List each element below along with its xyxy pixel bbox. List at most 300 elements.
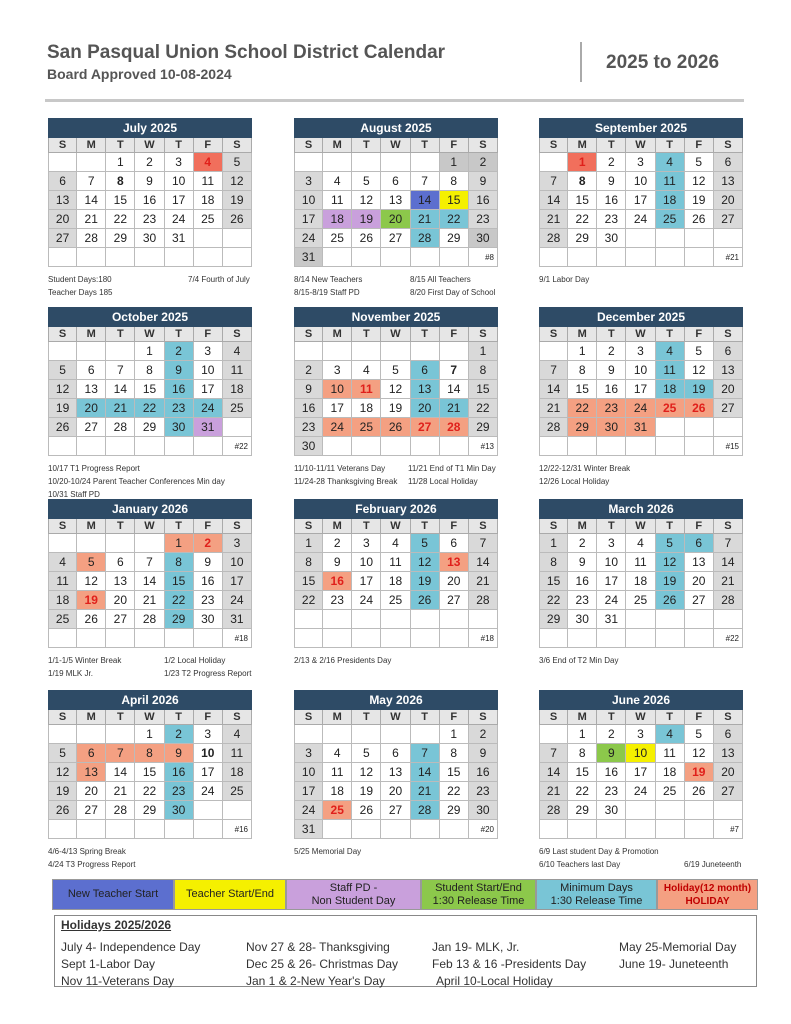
empty-cell xyxy=(165,248,194,267)
day-cell: 9 xyxy=(469,744,498,763)
day-cell: 19 xyxy=(77,591,106,610)
day-cell: 23 xyxy=(194,591,223,610)
empty-cell xyxy=(411,820,440,839)
day-cell: 23 xyxy=(135,210,164,229)
day-cell: 20 xyxy=(685,572,714,591)
weekday-header: F xyxy=(685,327,714,342)
day-cell: 7 xyxy=(440,361,469,380)
day-cell: 9 xyxy=(597,361,626,380)
empty-cell xyxy=(539,153,568,172)
empty-cell xyxy=(165,437,194,456)
holiday-item: July 4- Independence Day xyxy=(61,940,201,954)
day-cell: 15 xyxy=(568,380,597,399)
day-cell: 13 xyxy=(77,380,106,399)
day-cell: 23 xyxy=(597,210,626,229)
empty-cell xyxy=(323,437,352,456)
day-cell: 11 xyxy=(626,553,655,572)
day-cell: 25 xyxy=(223,399,252,418)
empty-cell xyxy=(656,629,685,648)
empty-cell xyxy=(411,248,440,267)
day-cell: 31 xyxy=(294,820,323,839)
day-cell: 5 xyxy=(381,361,410,380)
day-cell: 6 xyxy=(440,534,469,553)
weekday-header: S xyxy=(469,327,498,342)
day-cell: 18 xyxy=(223,380,252,399)
day-cell: 23 xyxy=(568,591,597,610)
day-cell: 4 xyxy=(323,172,352,191)
day-cell: 23 xyxy=(469,782,498,801)
weekday-header: F xyxy=(440,138,469,153)
empty-cell xyxy=(656,820,685,839)
day-cell: 29 xyxy=(135,418,164,437)
weekday-header: T xyxy=(411,327,440,342)
day-cell: 15 xyxy=(568,191,597,210)
day-cell: 4 xyxy=(223,342,252,361)
empty-cell xyxy=(294,629,323,648)
day-cell: 16 xyxy=(597,191,626,210)
day-cell: 16 xyxy=(323,572,352,591)
day-cell: 27 xyxy=(685,591,714,610)
day-cell: 5 xyxy=(685,153,714,172)
empty-cell xyxy=(352,629,381,648)
day-cell: 8 xyxy=(539,553,568,572)
empty-cell xyxy=(626,820,655,839)
day-cell: 18 xyxy=(381,572,410,591)
empty-cell xyxy=(626,229,655,248)
day-cell: 17 xyxy=(626,763,655,782)
empty-cell xyxy=(539,629,568,648)
day-cell: 15 xyxy=(135,763,164,782)
empty-cell xyxy=(539,725,568,744)
day-cell: 11 xyxy=(656,172,685,191)
day-cell: 19 xyxy=(352,210,381,229)
day-cell: 28 xyxy=(539,801,568,820)
day-cell: 23 xyxy=(597,399,626,418)
empty-cell xyxy=(626,248,655,267)
day-cell: 29 xyxy=(568,801,597,820)
empty-cell xyxy=(48,437,77,456)
day-cell: 25 xyxy=(194,210,223,229)
empty-cell xyxy=(106,534,135,553)
day-cell: 26 xyxy=(352,801,381,820)
note-text: 8/15 All Teachers xyxy=(410,275,471,284)
empty-cell xyxy=(411,153,440,172)
day-cell: 2 xyxy=(597,725,626,744)
weekday-header: W xyxy=(626,710,655,725)
day-cell: 16 xyxy=(469,191,498,210)
day-cell: 3 xyxy=(194,342,223,361)
empty-cell xyxy=(194,820,223,839)
day-cell: 27 xyxy=(714,782,743,801)
day-cell: 17 xyxy=(194,380,223,399)
note-text: 1/19 MLK Jr. xyxy=(48,669,93,678)
day-cell: 3 xyxy=(223,534,252,553)
month-grid xyxy=(294,138,498,267)
day-cell: 12 xyxy=(656,553,685,572)
day-cell: 20 xyxy=(77,399,106,418)
month-title: April 2026 xyxy=(48,690,252,710)
note-text: 9/1 Labor Day xyxy=(539,275,590,284)
day-cell: 18 xyxy=(194,191,223,210)
header-divider xyxy=(580,42,582,82)
holiday-item: June 19- Juneteenth xyxy=(619,957,729,971)
day-cell: 3 xyxy=(626,725,655,744)
day-cell: 1 xyxy=(539,534,568,553)
empty-cell xyxy=(381,437,410,456)
day-cell: 15 xyxy=(165,572,194,591)
weekday-header: F xyxy=(194,327,223,342)
empty-cell xyxy=(685,229,714,248)
month-title: January 2026 xyxy=(48,499,252,519)
day-cell: 28 xyxy=(469,591,498,610)
day-cell: 12 xyxy=(77,572,106,591)
day-cell: 17 xyxy=(597,572,626,591)
day-cell: 30 xyxy=(597,801,626,820)
day-cell: 11 xyxy=(352,380,381,399)
empty-cell xyxy=(539,342,568,361)
day-cell: 31 xyxy=(165,229,194,248)
day-cell: 1 xyxy=(568,342,597,361)
legend-item: Minimum Days 1:30 Release Time xyxy=(536,879,657,910)
empty-cell xyxy=(352,725,381,744)
day-cell: 30 xyxy=(194,610,223,629)
day-cell: 20 xyxy=(48,210,77,229)
day-cell: 9 xyxy=(323,553,352,572)
day-cell: 17 xyxy=(626,380,655,399)
empty-cell xyxy=(568,629,597,648)
day-cell: 25 xyxy=(656,782,685,801)
day-cell: 24 xyxy=(194,782,223,801)
month-title: August 2025 xyxy=(294,118,498,138)
day-cell: 22 xyxy=(440,210,469,229)
day-cell: 19 xyxy=(381,399,410,418)
empty-cell xyxy=(323,820,352,839)
weekday-header: F xyxy=(440,710,469,725)
weekday-header: T xyxy=(597,519,626,534)
day-cell: 2 xyxy=(469,725,498,744)
day-cell: 20 xyxy=(381,210,410,229)
weekday-header: S xyxy=(539,138,568,153)
day-cell: 15 xyxy=(440,191,469,210)
empty-cell xyxy=(77,153,106,172)
empty-cell xyxy=(77,725,106,744)
weekday-header: M xyxy=(568,138,597,153)
empty-cell xyxy=(381,820,410,839)
day-cell: 21 xyxy=(77,210,106,229)
day-cell: 6 xyxy=(77,361,106,380)
empty-cell xyxy=(77,248,106,267)
day-cell: 22 xyxy=(539,591,568,610)
empty-cell xyxy=(597,820,626,839)
day-cell: 20 xyxy=(440,572,469,591)
school-days-count: #13 xyxy=(469,437,498,456)
empty-cell xyxy=(411,342,440,361)
day-cell: 14 xyxy=(714,553,743,572)
day-cell: 28 xyxy=(411,801,440,820)
empty-cell xyxy=(539,820,568,839)
weekday-header: S xyxy=(48,519,77,534)
weekday-header: W xyxy=(135,710,164,725)
weekday-header: S xyxy=(539,327,568,342)
day-cell: 21 xyxy=(135,591,164,610)
weekday-header: S xyxy=(48,327,77,342)
weekday-header: M xyxy=(568,519,597,534)
empty-cell xyxy=(626,629,655,648)
day-cell: 11 xyxy=(48,572,77,591)
school-days-count: #22 xyxy=(714,629,743,648)
empty-cell xyxy=(294,610,323,629)
day-cell: 15 xyxy=(469,380,498,399)
day-cell: 7 xyxy=(539,172,568,191)
day-cell: 11 xyxy=(223,744,252,763)
day-cell: 24 xyxy=(626,210,655,229)
day-cell: 13 xyxy=(714,172,743,191)
day-cell: 26 xyxy=(656,591,685,610)
empty-cell xyxy=(411,437,440,456)
empty-cell xyxy=(714,229,743,248)
empty-cell xyxy=(223,801,252,820)
month-august-2025 xyxy=(294,118,498,267)
day-cell: 20 xyxy=(714,191,743,210)
day-cell: 9 xyxy=(597,172,626,191)
day-cell: 4 xyxy=(194,153,223,172)
day-cell: 9 xyxy=(568,553,597,572)
day-cell: 3 xyxy=(165,153,194,172)
empty-cell xyxy=(323,610,352,629)
weekday-header: T xyxy=(106,138,135,153)
weekday-header: T xyxy=(656,327,685,342)
day-cell: 4 xyxy=(656,342,685,361)
day-cell: 18 xyxy=(223,763,252,782)
day-cell: 10 xyxy=(626,744,655,763)
empty-cell xyxy=(440,820,469,839)
day-cell: 18 xyxy=(656,763,685,782)
page-title: San Pasqual Union School District Calendar xyxy=(47,42,446,63)
day-cell: 16 xyxy=(597,763,626,782)
day-cell: 7 xyxy=(539,361,568,380)
note-text: 7/4 Fourth of July xyxy=(188,275,250,284)
day-cell: 21 xyxy=(411,782,440,801)
empty-cell xyxy=(381,153,410,172)
note-text: 3/6 End of T2 Min Day xyxy=(539,656,619,665)
day-cell: 31 xyxy=(194,418,223,437)
weekday-header: M xyxy=(77,327,106,342)
day-cell: 7 xyxy=(539,744,568,763)
day-cell: 2 xyxy=(165,342,194,361)
day-cell: 29 xyxy=(568,418,597,437)
day-cell: 18 xyxy=(352,399,381,418)
day-cell: 31 xyxy=(597,610,626,629)
day-cell: 6 xyxy=(714,725,743,744)
empty-cell xyxy=(656,610,685,629)
day-cell: 22 xyxy=(294,591,323,610)
empty-cell xyxy=(323,342,352,361)
day-cell: 14 xyxy=(469,553,498,572)
weekday-header: F xyxy=(685,138,714,153)
empty-cell xyxy=(48,248,77,267)
day-cell: 29 xyxy=(106,229,135,248)
day-cell: 31 xyxy=(223,610,252,629)
day-cell: 7 xyxy=(411,172,440,191)
day-cell: 28 xyxy=(539,229,568,248)
month-title: October 2025 xyxy=(48,307,252,327)
weekday-header: M xyxy=(568,327,597,342)
day-cell: 17 xyxy=(223,572,252,591)
day-cell: 26 xyxy=(77,610,106,629)
day-cell: 26 xyxy=(685,782,714,801)
day-cell: 11 xyxy=(656,361,685,380)
day-cell: 12 xyxy=(352,763,381,782)
day-cell: 7 xyxy=(469,534,498,553)
weekday-header: W xyxy=(381,138,410,153)
empty-cell xyxy=(568,248,597,267)
day-cell: 28 xyxy=(539,418,568,437)
month-grid xyxy=(539,327,743,456)
day-cell: 26 xyxy=(48,418,77,437)
month-may-2026 xyxy=(294,690,498,839)
weekday-header: M xyxy=(77,138,106,153)
empty-cell xyxy=(440,610,469,629)
weekday-header: S xyxy=(294,327,323,342)
day-cell: 11 xyxy=(656,744,685,763)
day-cell: 13 xyxy=(714,744,743,763)
day-cell: 8 xyxy=(135,361,164,380)
empty-cell xyxy=(106,629,135,648)
day-cell: 16 xyxy=(135,191,164,210)
holiday-item: April 10-Local Holiday xyxy=(436,974,553,988)
day-cell: 9 xyxy=(135,172,164,191)
month-march-2026 xyxy=(539,499,743,648)
day-cell: 9 xyxy=(294,380,323,399)
empty-cell xyxy=(77,820,106,839)
day-cell: 27 xyxy=(440,591,469,610)
day-cell: 20 xyxy=(77,782,106,801)
day-cell: 22 xyxy=(568,782,597,801)
month-february-2026 xyxy=(294,499,498,648)
empty-cell xyxy=(106,725,135,744)
day-cell: 4 xyxy=(381,534,410,553)
day-cell: 12 xyxy=(411,553,440,572)
day-cell: 6 xyxy=(714,153,743,172)
legend-item: Student Start/End 1:30 Release Time xyxy=(421,879,536,910)
empty-cell xyxy=(194,229,223,248)
day-cell: 21 xyxy=(106,782,135,801)
day-cell: 28 xyxy=(411,229,440,248)
day-cell: 16 xyxy=(597,380,626,399)
weekday-header: S xyxy=(469,519,498,534)
header-rule xyxy=(45,99,744,102)
day-cell: 25 xyxy=(223,782,252,801)
day-cell: 31 xyxy=(294,248,323,267)
day-cell: 1 xyxy=(106,153,135,172)
holiday-item: Sept 1-Labor Day xyxy=(61,957,156,971)
month-title: November 2025 xyxy=(294,307,498,327)
day-cell: 1 xyxy=(135,342,164,361)
day-cell: 3 xyxy=(294,172,323,191)
month-title: February 2026 xyxy=(294,499,498,519)
empty-cell xyxy=(106,342,135,361)
day-cell: 20 xyxy=(411,399,440,418)
weekday-header: S xyxy=(48,138,77,153)
day-cell: 2 xyxy=(294,361,323,380)
day-cell: 25 xyxy=(656,399,685,418)
day-cell: 18 xyxy=(323,782,352,801)
empty-cell xyxy=(77,629,106,648)
day-cell: 21 xyxy=(539,210,568,229)
empty-cell xyxy=(106,248,135,267)
day-cell: 26 xyxy=(685,399,714,418)
empty-cell xyxy=(352,153,381,172)
day-cell: 27 xyxy=(106,610,135,629)
day-cell: 15 xyxy=(568,763,597,782)
day-cell: 3 xyxy=(626,342,655,361)
month-title: May 2026 xyxy=(294,690,498,710)
day-cell: 12 xyxy=(685,361,714,380)
day-cell: 7 xyxy=(714,534,743,553)
day-cell: 24 xyxy=(626,782,655,801)
day-cell: 8 xyxy=(568,361,597,380)
legend-item: Staff PD - Non Student Day xyxy=(286,879,421,910)
empty-cell xyxy=(568,820,597,839)
day-cell: 20 xyxy=(106,591,135,610)
day-cell: 27 xyxy=(714,210,743,229)
note-text: 11/10-11/11 Veterans Day xyxy=(294,464,386,473)
day-cell: 25 xyxy=(381,591,410,610)
day-cell: 10 xyxy=(352,553,381,572)
weekday-header: W xyxy=(626,519,655,534)
weekday-header: T xyxy=(411,138,440,153)
day-cell: 6 xyxy=(411,361,440,380)
day-cell: 10 xyxy=(165,172,194,191)
weekday-header: S xyxy=(294,519,323,534)
day-cell: 6 xyxy=(77,744,106,763)
day-cell: 25 xyxy=(48,610,77,629)
day-cell: 5 xyxy=(685,725,714,744)
month-title: June 2026 xyxy=(539,690,743,710)
weekday-header: F xyxy=(194,710,223,725)
day-cell: 15 xyxy=(440,763,469,782)
day-cell: 15 xyxy=(294,572,323,591)
school-days-count: #20 xyxy=(469,820,498,839)
empty-cell xyxy=(656,248,685,267)
empty-cell xyxy=(165,629,194,648)
day-cell: 1 xyxy=(440,725,469,744)
day-cell: 5 xyxy=(411,534,440,553)
day-cell: 8 xyxy=(568,172,597,191)
day-cell: 14 xyxy=(106,380,135,399)
empty-cell xyxy=(714,610,743,629)
empty-cell xyxy=(223,229,252,248)
day-cell: 14 xyxy=(135,572,164,591)
day-cell: 3 xyxy=(597,534,626,553)
day-cell: 16 xyxy=(568,572,597,591)
day-cell: 1 xyxy=(135,725,164,744)
weekday-header: S xyxy=(223,519,252,534)
day-cell: 3 xyxy=(352,534,381,553)
day-cell: 17 xyxy=(294,210,323,229)
day-cell: 15 xyxy=(135,380,164,399)
day-cell: 30 xyxy=(135,229,164,248)
day-cell: 18 xyxy=(656,380,685,399)
day-cell: 29 xyxy=(135,801,164,820)
weekday-header: W xyxy=(381,519,410,534)
day-cell: 12 xyxy=(48,380,77,399)
day-cell: 7 xyxy=(106,744,135,763)
day-cell: 6 xyxy=(106,553,135,572)
day-cell: 26 xyxy=(352,229,381,248)
weekday-header: T xyxy=(352,138,381,153)
empty-cell xyxy=(352,437,381,456)
